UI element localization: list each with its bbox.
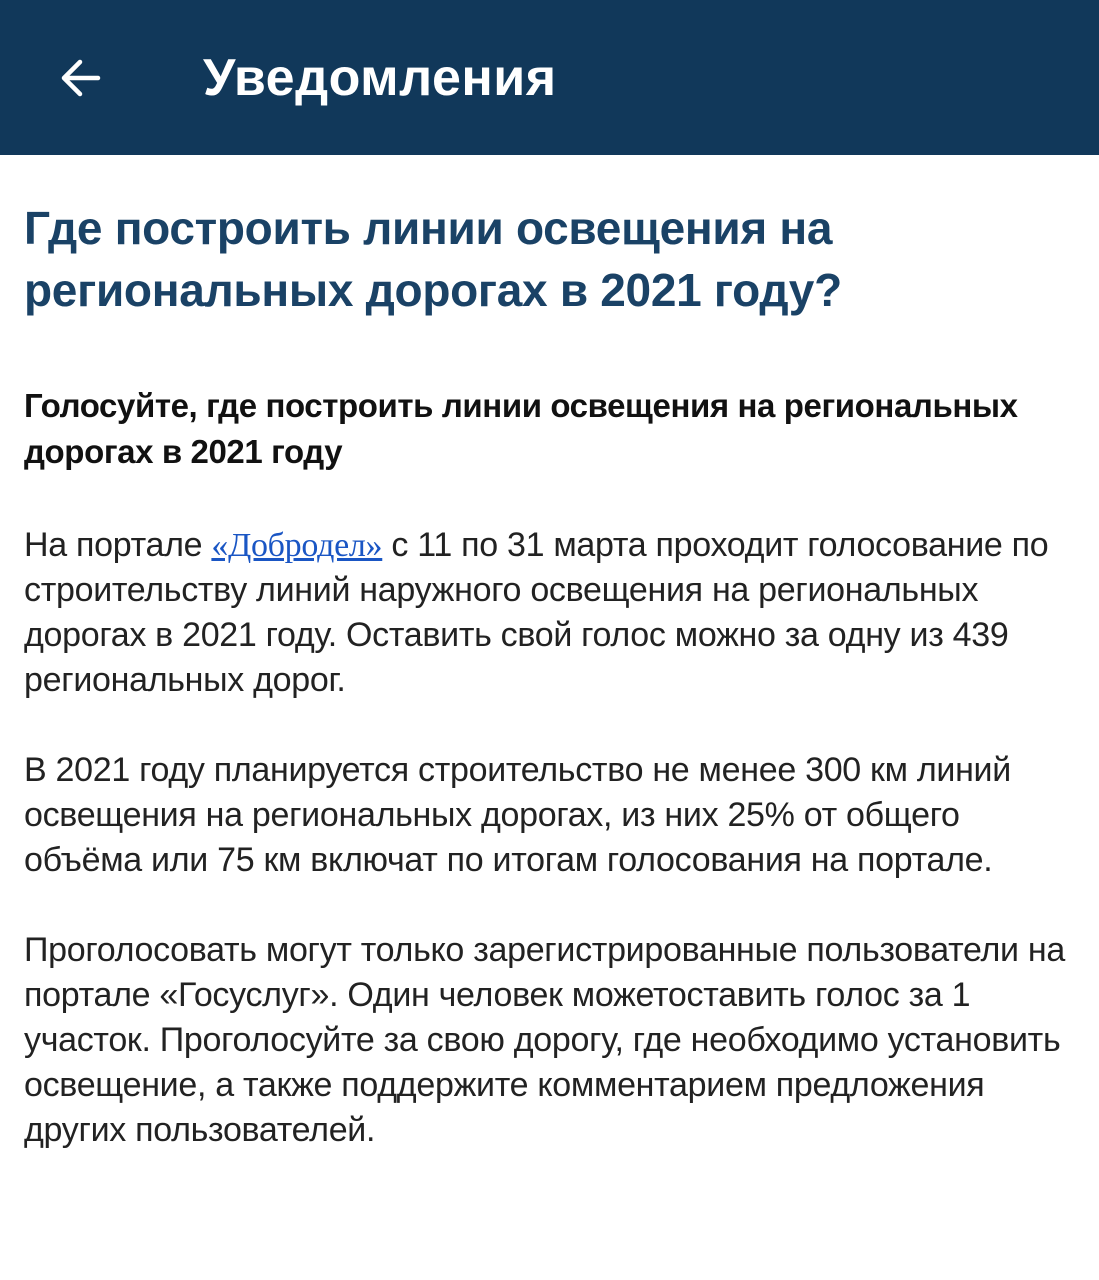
- page-title: Уведомления: [203, 48, 557, 107]
- paragraph-text: На портале: [24, 526, 212, 564]
- app-bar: [0, 0, 1099, 155]
- article-subhead: Голосуйте, где построить линии освещения на региональных дорогах в 2021 году: [24, 387, 1018, 470]
- article-content: [0, 197, 1099, 1153]
- article-paragraph-2: В 2021 году планируется строительство не менее 300 км линий освещения на региональных дорогах, из них 25% от общего объёма или 75 км включат по итогам голосования на портале.: [24, 751, 1011, 879]
- arrow-left-icon: [54, 52, 106, 104]
- paragraph-text: с 11 по 31 марта проходит голосование по строительству линий наружного освещения на региональных дорогах в 2021 году. Оставить свой голос можно за одну из 439 региональных дорог.: [24, 526, 1049, 699]
- back-button[interactable]: [52, 50, 108, 106]
- article-headline: Где построить линии освещения на региональных дорогах в 2021 году?: [24, 202, 842, 316]
- article-paragraph-3: Проголосовать могут только зарегистрированные пользователи на портале «Госуслуг». Один человек можетоставить голос за 1 участок. Проголосуйте за свою дорогу, где необходимо установить освещение, а также поддержите комментарием предложения других пользователей.: [24, 931, 1065, 1149]
- article-paragraph-1: [24, 523, 1073, 703]
- dobrodel-link[interactable]: «Добродел»: [211, 527, 383, 564]
